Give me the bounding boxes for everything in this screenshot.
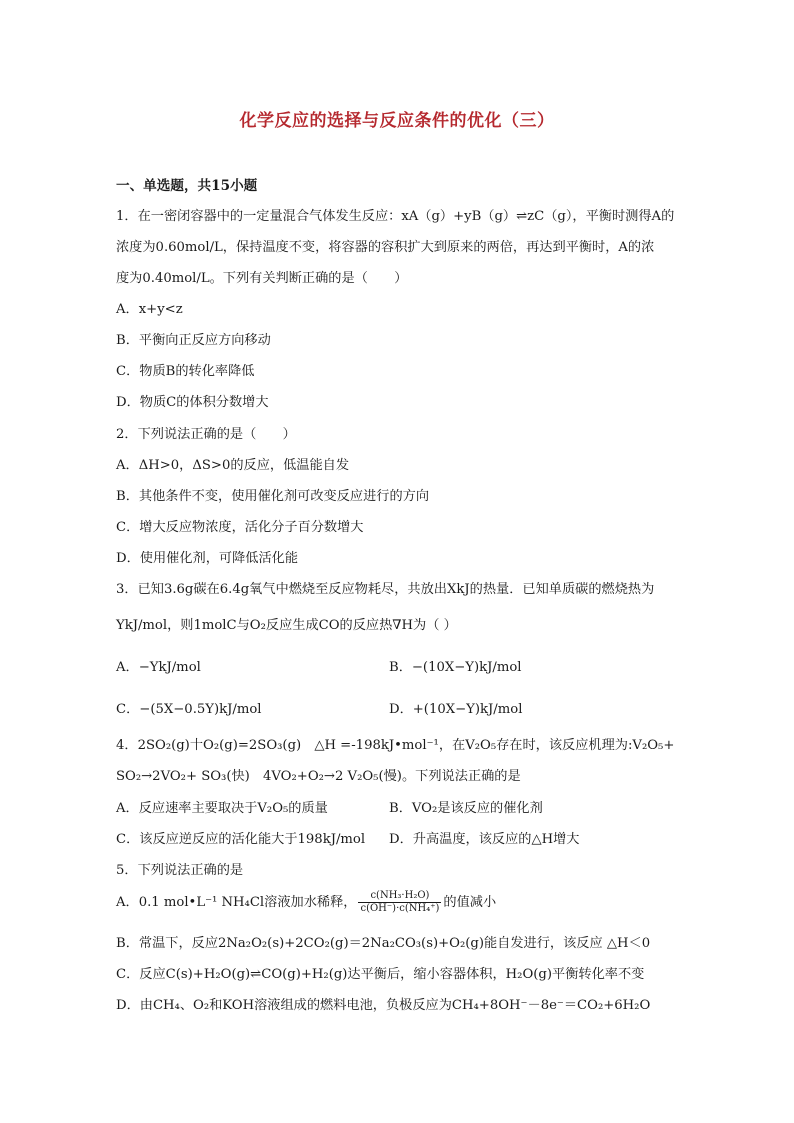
q3-option-a: A．−YkJ/mol <box>116 660 201 675</box>
q4-option-d: D．升高温度，该反应的△H增大 <box>389 832 580 847</box>
page-title: 化学反应的选择与反应条件的优化（三） <box>239 111 555 131</box>
q1-option-c: C．物质B的转化率降低 <box>116 364 255 379</box>
q3-option-c: C．−(5X−0.5Y)kJ/mol <box>116 702 262 717</box>
q5-option-b: B．常温下，反应2Na₂O₂(s)+2CO₂(g)＝2Na₂CO₃(s)+O₂(g)能自发进行，该反应 △H＜0 <box>116 936 651 951</box>
q1-stem-line-3: 度为0.40mol/L。下列有关判断正确的是（ ） <box>116 271 408 286</box>
q4-option-a: A．反应速率主要取决于V₂O₅的质量 <box>116 801 328 816</box>
q2-option-d: D．使用催化剂，可降低活化能 <box>116 551 299 566</box>
q5-option-a-fraction <box>358 890 441 915</box>
q4-option-c: C．该反应逆反应的活化能大于198kJ/mol <box>116 832 366 847</box>
q5-option-c: C．反应C(s)+H₂O(g)⇌CO(g)+H₂(g)达平衡后，缩小容器体积，H₂O(g)平衡转化率不变 <box>116 967 645 982</box>
section-heading: 一、单选题，共15小题 <box>116 178 258 194</box>
q2-option-b: B．其他条件不变，使用催化剂可改变反应进行的方向 <box>116 489 430 504</box>
q3-option-b: B．−(10X−Y)kJ/mol <box>389 660 522 675</box>
q2-stem: 2．下列说法正确的是（ ） <box>116 427 296 442</box>
q1-option-b: B．平衡向正反应方向移动 <box>116 333 271 348</box>
q3-stem-line-2: YkJ/mol，则1molC与O₂反应生成CO的反应热∇H为（ ） <box>116 618 457 633</box>
q5-stem: 5．下列说法正确的是 <box>116 863 244 878</box>
q5-option-a-prefix: A．0.1 mol•L⁻¹ NH₄Cl溶液加水稀释， <box>116 895 357 910</box>
q4-option-b: B．VO₂是该反应的催化剂 <box>389 801 543 816</box>
fraction-numerator: c(NH₃·H₂O) <box>358 890 441 903</box>
q5-option-a-suffix: 的值减小 <box>443 895 497 910</box>
q3-stem-line-1: 3．已知3.6g碳在6.4g氧气中燃烧至反应物耗尽，共放出XkJ的热量．已知单质碳的燃烧热为 <box>116 582 655 597</box>
q1-option-a: A．x+y<z <box>116 302 183 317</box>
q4-stem-line-1: 4．2SO₂(g)十O₂(g)=2SO₃(g) △H =-198kJ•mol⁻¹，在V₂O₅存在时，该反应机理为:V₂O₅+ <box>116 738 675 753</box>
q5-option-d: D．由CH₄、O₂和KOH溶液组成的燃料电池，负极反应为CH₄+8OH⁻－8e⁻＝CO₂+6H₂O <box>116 998 651 1013</box>
q4-stem-line-2: SO₂→2VO₂+ SO₃(快) 4VO₂+O₂→2 V₂O₅(慢)。下列说法正确的是 <box>116 769 521 784</box>
q2-option-c: C．增大反应物浓度，活化分子百分数增大 <box>116 520 364 535</box>
q1-stem-line-1: 1．在一密闭容器中的一定量混合气体发生反应：xA（g）+yB（g）⇌zC（g），平衡时测得A的 <box>116 209 675 224</box>
q5-option-a <box>116 890 496 915</box>
fraction-denominator: c(OH⁻)·c(NH₄⁺) <box>360 903 440 914</box>
q3-option-d: D．+(10X−Y)kJ/mol <box>389 702 523 717</box>
q1-option-d: D．物质C的体积分数增大 <box>116 395 269 410</box>
q1-stem-line-2: 浓度为0.60mol/L，保持温度不变，将容器的容积扩大到原来的两倍，再达到平衡时，A的浓 <box>116 240 655 255</box>
q2-option-a: A．ΔH>0，ΔS>0的反应，低温能自发 <box>116 458 350 473</box>
